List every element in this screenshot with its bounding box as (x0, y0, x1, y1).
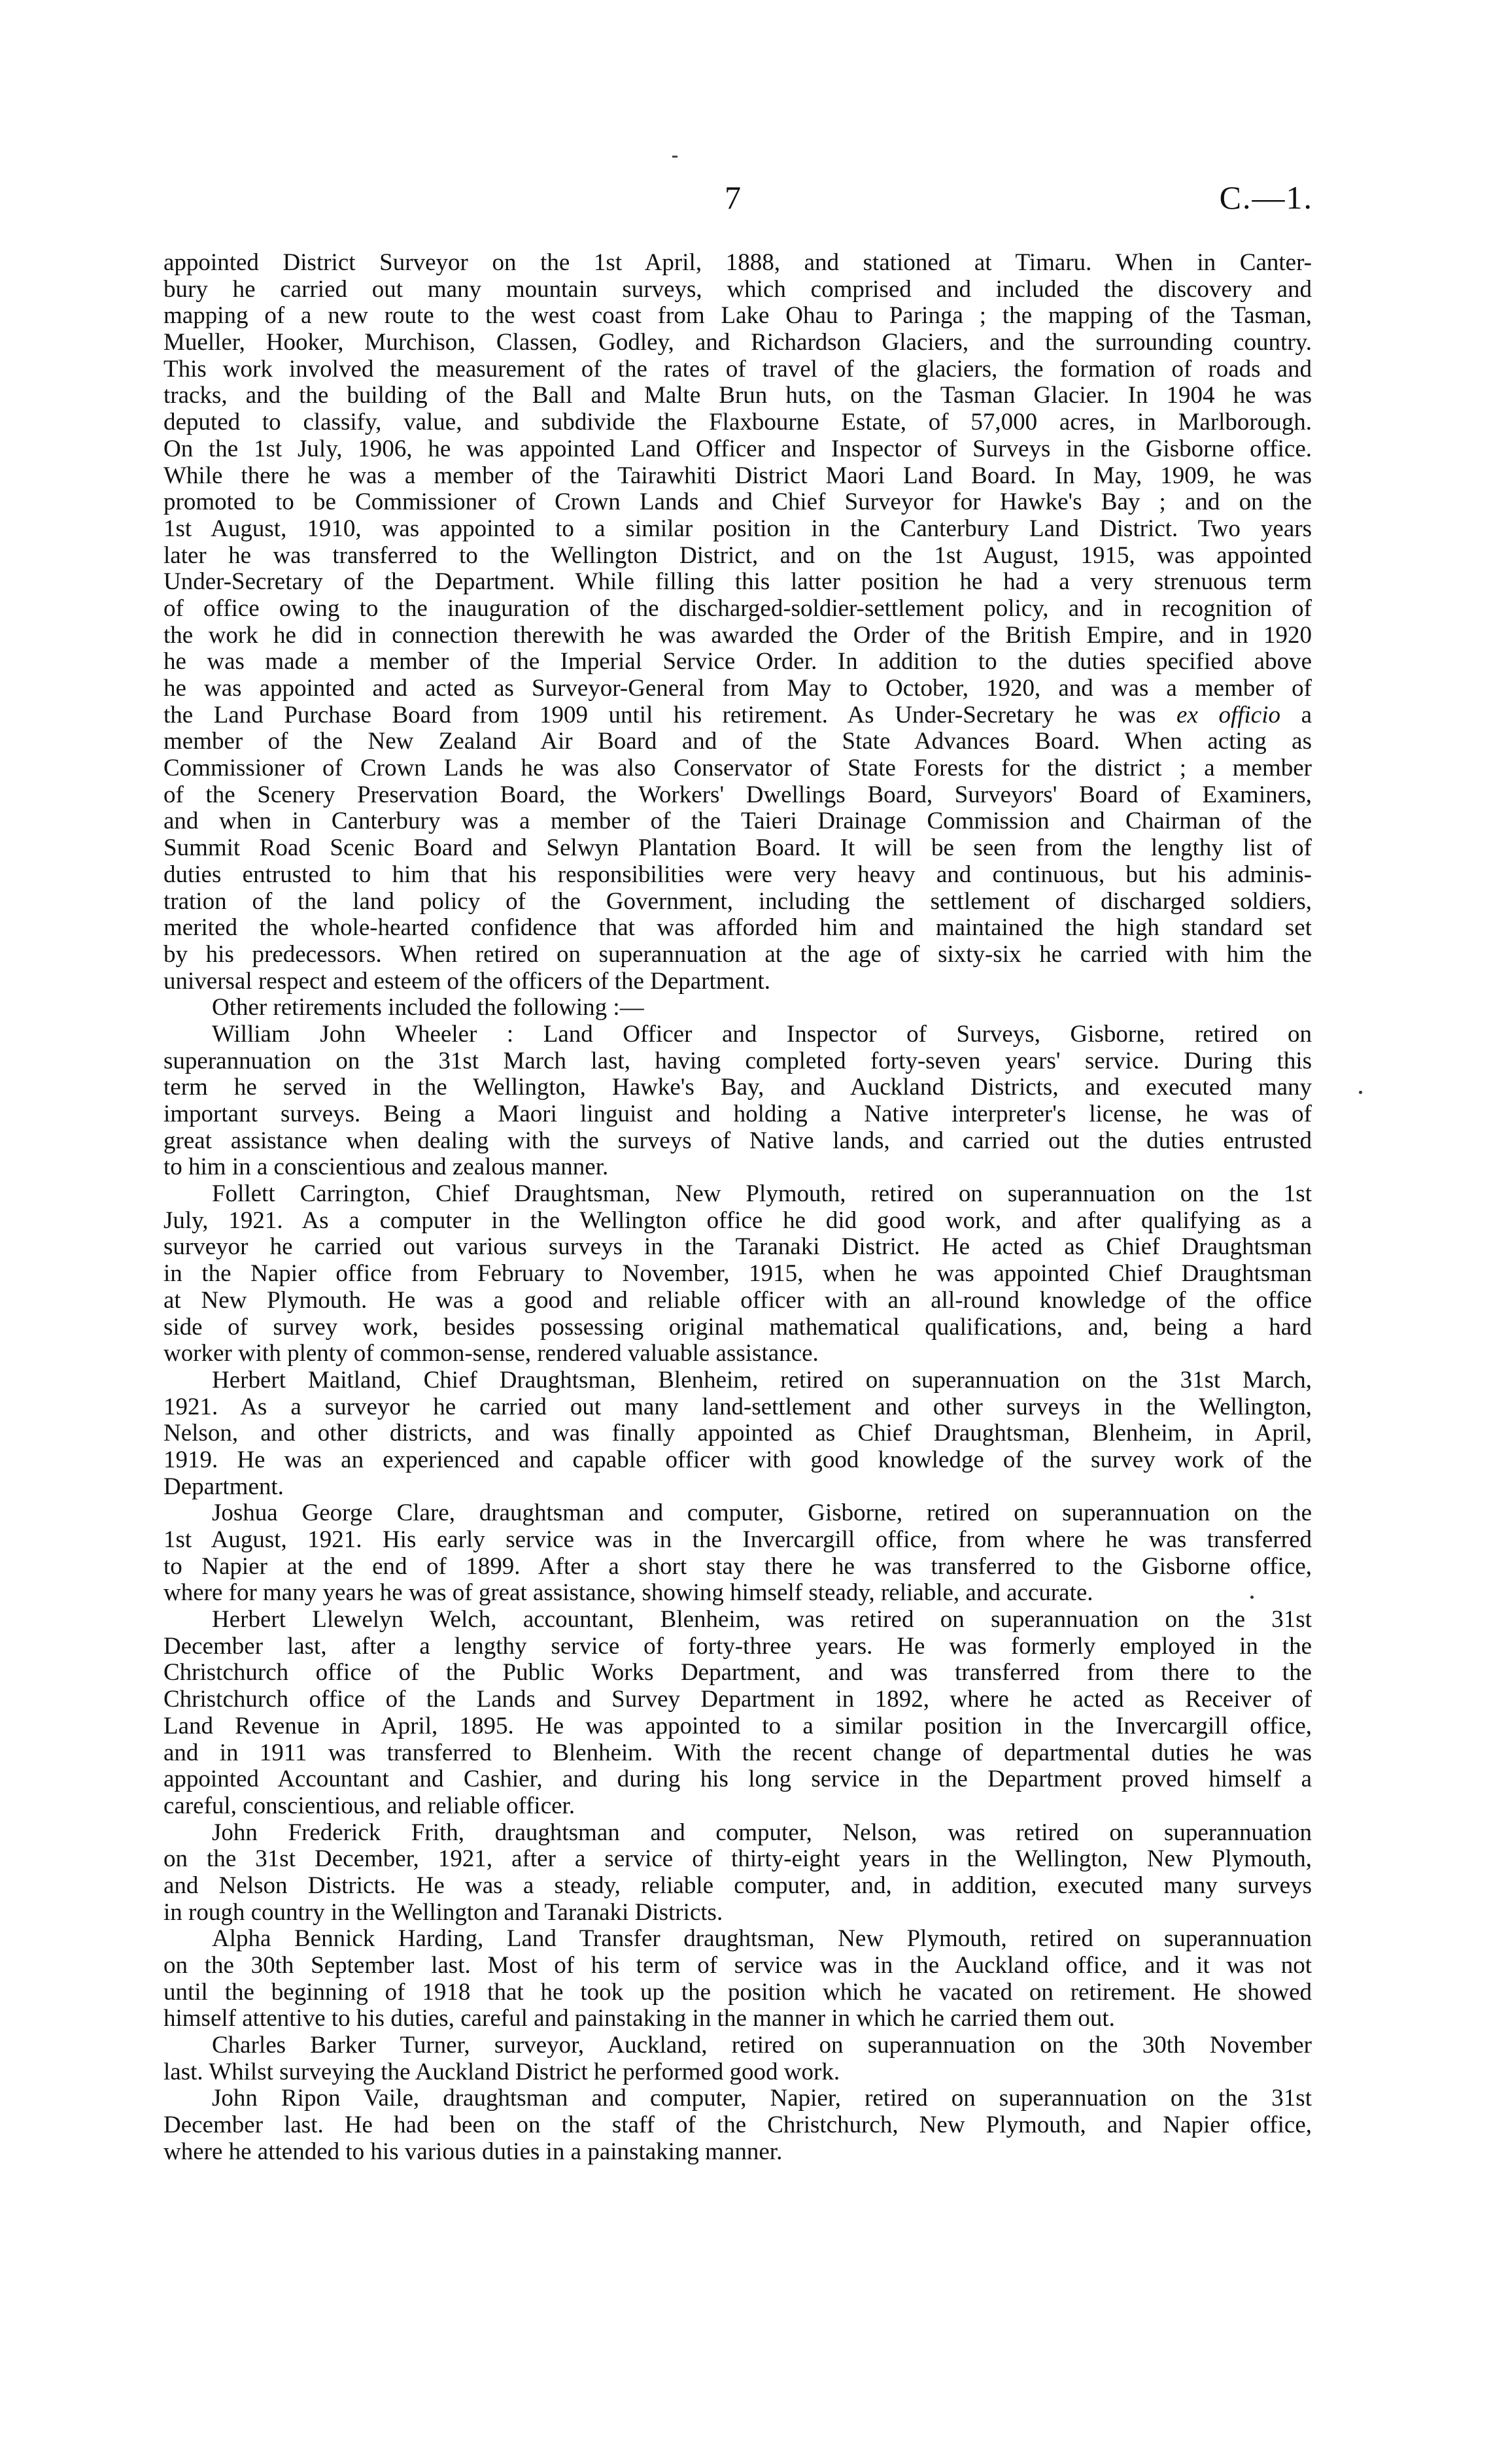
text-line: tracks, and the building of the Ball and Malte Brun huts, on the Tasman Glacier. In 1904 he was (163, 383, 1312, 409)
text-line: On the 1st July, 1906, he was appointed Land Officer and Inspector of Surveys in the Gisborne office. (163, 436, 1312, 462)
text-line: Christchurch office of the Lands and Survey Department in 1892, where he acted as Receiver of (163, 1686, 1312, 1713)
text-line: Follett Carrington, Chief Draughtsman, New Plymouth, retired on superannuation on the 1st (212, 1181, 1312, 1208)
text-line: John Frederick Frith, draughtsman and computer, Nelson, was retired on superannuation (212, 1819, 1312, 1846)
text-line: at New Plymouth. He was a good and reliable officer with an all-round knowledge of the office (163, 1287, 1312, 1314)
text-line: universal respect and esteem of the officers of the Department. (163, 968, 771, 995)
text-line: and Nelson Districts. He was a steady, reliable computer, and, in addition, executed many surveys (163, 1872, 1312, 1899)
text-line: 1921. As a surveyor he carried out many land-settlement and other surveys in the Wellington, (163, 1394, 1312, 1420)
text-line: tration of the land policy of the Government, including the settlement of discharged soldiers, (163, 888, 1312, 915)
text-line: Herbert Maitland, Chief Draughtsman, Blenheim, retired on superannuation on the 31st March, (212, 1367, 1312, 1394)
text-line: July, 1921. As a computer in the Wellington office he did good work, and after qualifying as a (163, 1207, 1312, 1234)
paragraph (163, 995, 1312, 1021)
text-line: Department. (163, 1473, 284, 1500)
text-line: and when in Canterbury was a member of the Taieri Drainage Commission and Chairman of the (163, 808, 1312, 835)
text-line: John Ripon Vaile, draughtsman and computer, Napier, retired on superannuation on the 31st (212, 2085, 1312, 2112)
text-line: 1919. He was an experienced and capable officer with good knowledge of the survey work of the (163, 1446, 1312, 1473)
text-line: in rough country in the Wellington and Taranaki Districts. (163, 1899, 723, 1926)
text-line: December last, after a lengthy service of forty-three years. He was formerly employed in the (163, 1633, 1312, 1660)
text-segment: the Land Purchase Board from 1909 until his retirement. As Under-Secretary he was (163, 702, 1177, 728)
page-number: 7 (725, 179, 741, 216)
text-line: to Napier at the end of 1899. After a short stay there he was transferred to the Gisborne office, (163, 1553, 1312, 1580)
paragraph (163, 1021, 1312, 1181)
italic-phrase: ex officio (1176, 702, 1280, 728)
text-line: and in 1911 was transferred to Blenheim. With the recent change of departmental duties he was (163, 1739, 1312, 1766)
text-line: surveyor he carried out various surveys in the Taranaki District. He acted as Chief Draughtsman (163, 1234, 1312, 1261)
text-line: 1st August, 1910, was appointed to a similar position in the Canterbury Land District. Two years (163, 515, 1312, 542)
text-line: worker with plenty of common-sense, rendered valuable assistance. (163, 1341, 819, 1367)
text-line: he was appointed and acted as Surveyor-General from May to October, 1920, and was a member of (163, 676, 1312, 702)
text-line: appointed District Surveyor on the 1st April, 1888, and stationed at Timaru. When in Canter- (163, 250, 1312, 276)
text-line: mapping of a new route to the west coast from Lake Ohau to Paringa ; the mapping of the Tasman, (163, 303, 1312, 330)
text-line: This work involved the measurement of the rates of travel of the glaciers, the formation of roads and (163, 356, 1312, 383)
text-line: last. Whilst surveying the Auckland District he performed good work. (163, 2059, 840, 2085)
text-line: he was made a member of the Imperial Service Order. In addition to the duties specified above (163, 649, 1312, 676)
text-line: careful, conscientious, and reliable officer. (163, 1792, 575, 1819)
text-line: Joshua George Clare, draughtsman and computer, Gisborne, retired on superannuation on the (212, 1500, 1312, 1527)
paragraph (163, 1181, 1312, 1367)
text-line: where for many years he was of great assistance, showing himself steady, reliable, and accurate. (163, 1580, 1093, 1607)
text-line: side of survey work, besides possessing original mathematical qualifications, and, being a hard (163, 1314, 1312, 1341)
text-line: himself attentive to his duties, careful and painstaking in the manner in which he carried them out. (163, 2006, 1115, 2032)
text-line: great assistance when dealing with the surveys of Native lands, and carried out the duties entrusted (163, 1127, 1312, 1154)
text-line: Alpha Bennick Harding, Land Transfer draughtsman, New Plymouth, retired on superannuation (212, 1926, 1312, 1953)
text-line: Under-Secretary of the Department. While filling this latter position he had a very strenuous term (163, 569, 1312, 596)
paragraph (163, 250, 1312, 995)
text-line (163, 702, 1312, 729)
text-line: Christchurch office of the Public Works Department, and was transferred from there to the (163, 1660, 1312, 1686)
text-line: where he attended to his various duties in a painstaking manner. (163, 2138, 783, 2165)
document-reference: C.—1. (1219, 179, 1313, 216)
text-line: Land Revenue in April, 1895. He was appointed to a similar position in the Invercargill office, (163, 1713, 1312, 1739)
text-line: William John Wheeler : Land Officer and Inspector of Surveys, Gisborne, retired on (212, 1021, 1312, 1048)
text-line: While there he was a member of the Tairawhiti District Maori Land Board. In May, 1909, he was (163, 462, 1312, 489)
text-line: by his predecessors. When retired on superannuation at the age of sixty-six he carried with him the (163, 941, 1312, 968)
text-line: term he served in the Wellington, Hawke's Bay, and Auckland Districts, and executed many (163, 1074, 1312, 1101)
paragraph (163, 1367, 1312, 1500)
text-line: promoted to be Commissioner of Crown Lands and Chief Surveyor for Hawke's Bay ; and on the (163, 489, 1312, 516)
text-line: appointed Accountant and Cashier, and during his long service in the Department proved himself a (163, 1766, 1312, 1793)
text-line: on the 31st December, 1921, after a service of thirty-eight years in the Wellington, New Plymouth, (163, 1846, 1312, 1873)
text-line: Nelson, and other districts, and was finally appointed as Chief Draughtsman, Blenheim, in April, (163, 1420, 1312, 1447)
paragraph (163, 1607, 1312, 1820)
text-line: Charles Barker Turner, surveyor, Auckland, retired on superannuation on the 30th November (212, 2032, 1312, 2059)
text-line: until the beginning of 1918 that he took up the position which he vacated on retirement. He showed (163, 1979, 1312, 2006)
text-line: 1st August, 1921. His early service was in the Invercargill office, from where he was transferred (163, 1527, 1312, 1553)
text-line: Mueller, Hooker, Murchison, Classen, Godley, and Richardson Glaciers, and the surrounding country. (163, 330, 1312, 356)
text-line: Herbert Llewelyn Welch, accountant, Blenheim, was retired on superannuation on the 31st (212, 1607, 1312, 1634)
paragraph (163, 1820, 1312, 1926)
text-line: duties entrusted to him that his responsibilities were very heavy and continuous, but his adminis- (163, 861, 1312, 888)
text-line: of office owing to the inauguration of the discharged-soldier-settlement policy, and in recognition of (163, 595, 1312, 622)
scan-speck (672, 156, 677, 158)
margin-mark (1250, 1596, 1254, 1599)
paragraph (163, 2085, 1312, 2165)
text-line: later he was transferred to the Wellington District, and on the 1st August, 1915, was appointed (163, 542, 1312, 569)
text-line: deputed to classify, value, and subdivide the Flaxbourne Estate, of 57,000 acres, in Marlborough. (163, 409, 1312, 436)
paragraph (163, 1500, 1312, 1607)
text-line: of the Scenery Preservation Board, the Workers' Dwellings Board, Surveyors' Board of Examiners, (163, 781, 1312, 808)
text-line: on the 30th September last. Most of his term of service was in the Auckland office, and it was not (163, 1953, 1312, 1979)
paragraph (163, 1926, 1312, 2032)
text-line: merited the whole-hearted confidence that was afforded him and maintained the high standard set (163, 915, 1312, 942)
text-line: to him in a conscientious and zealous manner. (163, 1154, 609, 1181)
text-line: December last. He had been on the staff of the Christchurch, New Plymouth, and Napier office, (163, 2112, 1312, 2139)
text-line: important surveys. Being a Maori linguist and holding a Native interpreter's license, he was of (163, 1101, 1312, 1127)
text-line: the work he did in connection therewith he was awarded the Order of the British Empire, and in 1920 (163, 622, 1312, 649)
text-line: member of the New Zealand Air Board and of the State Advances Board. When acting as (163, 728, 1312, 755)
body-text (163, 250, 1312, 2166)
text-line: bury he carried out many mountain surveys, which comprised and included the discovery and (163, 276, 1312, 303)
text-line: in the Napier office from February to November, 1915, when he was appointed Chief Draughtsman (163, 1261, 1312, 1288)
text-line: superannuation on the 31st March last, having completed forty-seven years' service. During this (163, 1048, 1312, 1074)
text-line: Summit Road Scenic Board and Selwyn Plantation Board. It will be seen from the lengthy list of (163, 835, 1312, 862)
text-segment: a (1280, 702, 1312, 728)
margin-mark (1359, 1091, 1362, 1094)
paragraph (163, 2032, 1312, 2085)
text-line: Other retirements included the following :— (212, 995, 644, 1021)
text-line: Commissioner of Crown Lands he was also Conservator of State Forests for the district ; a member (163, 755, 1312, 782)
